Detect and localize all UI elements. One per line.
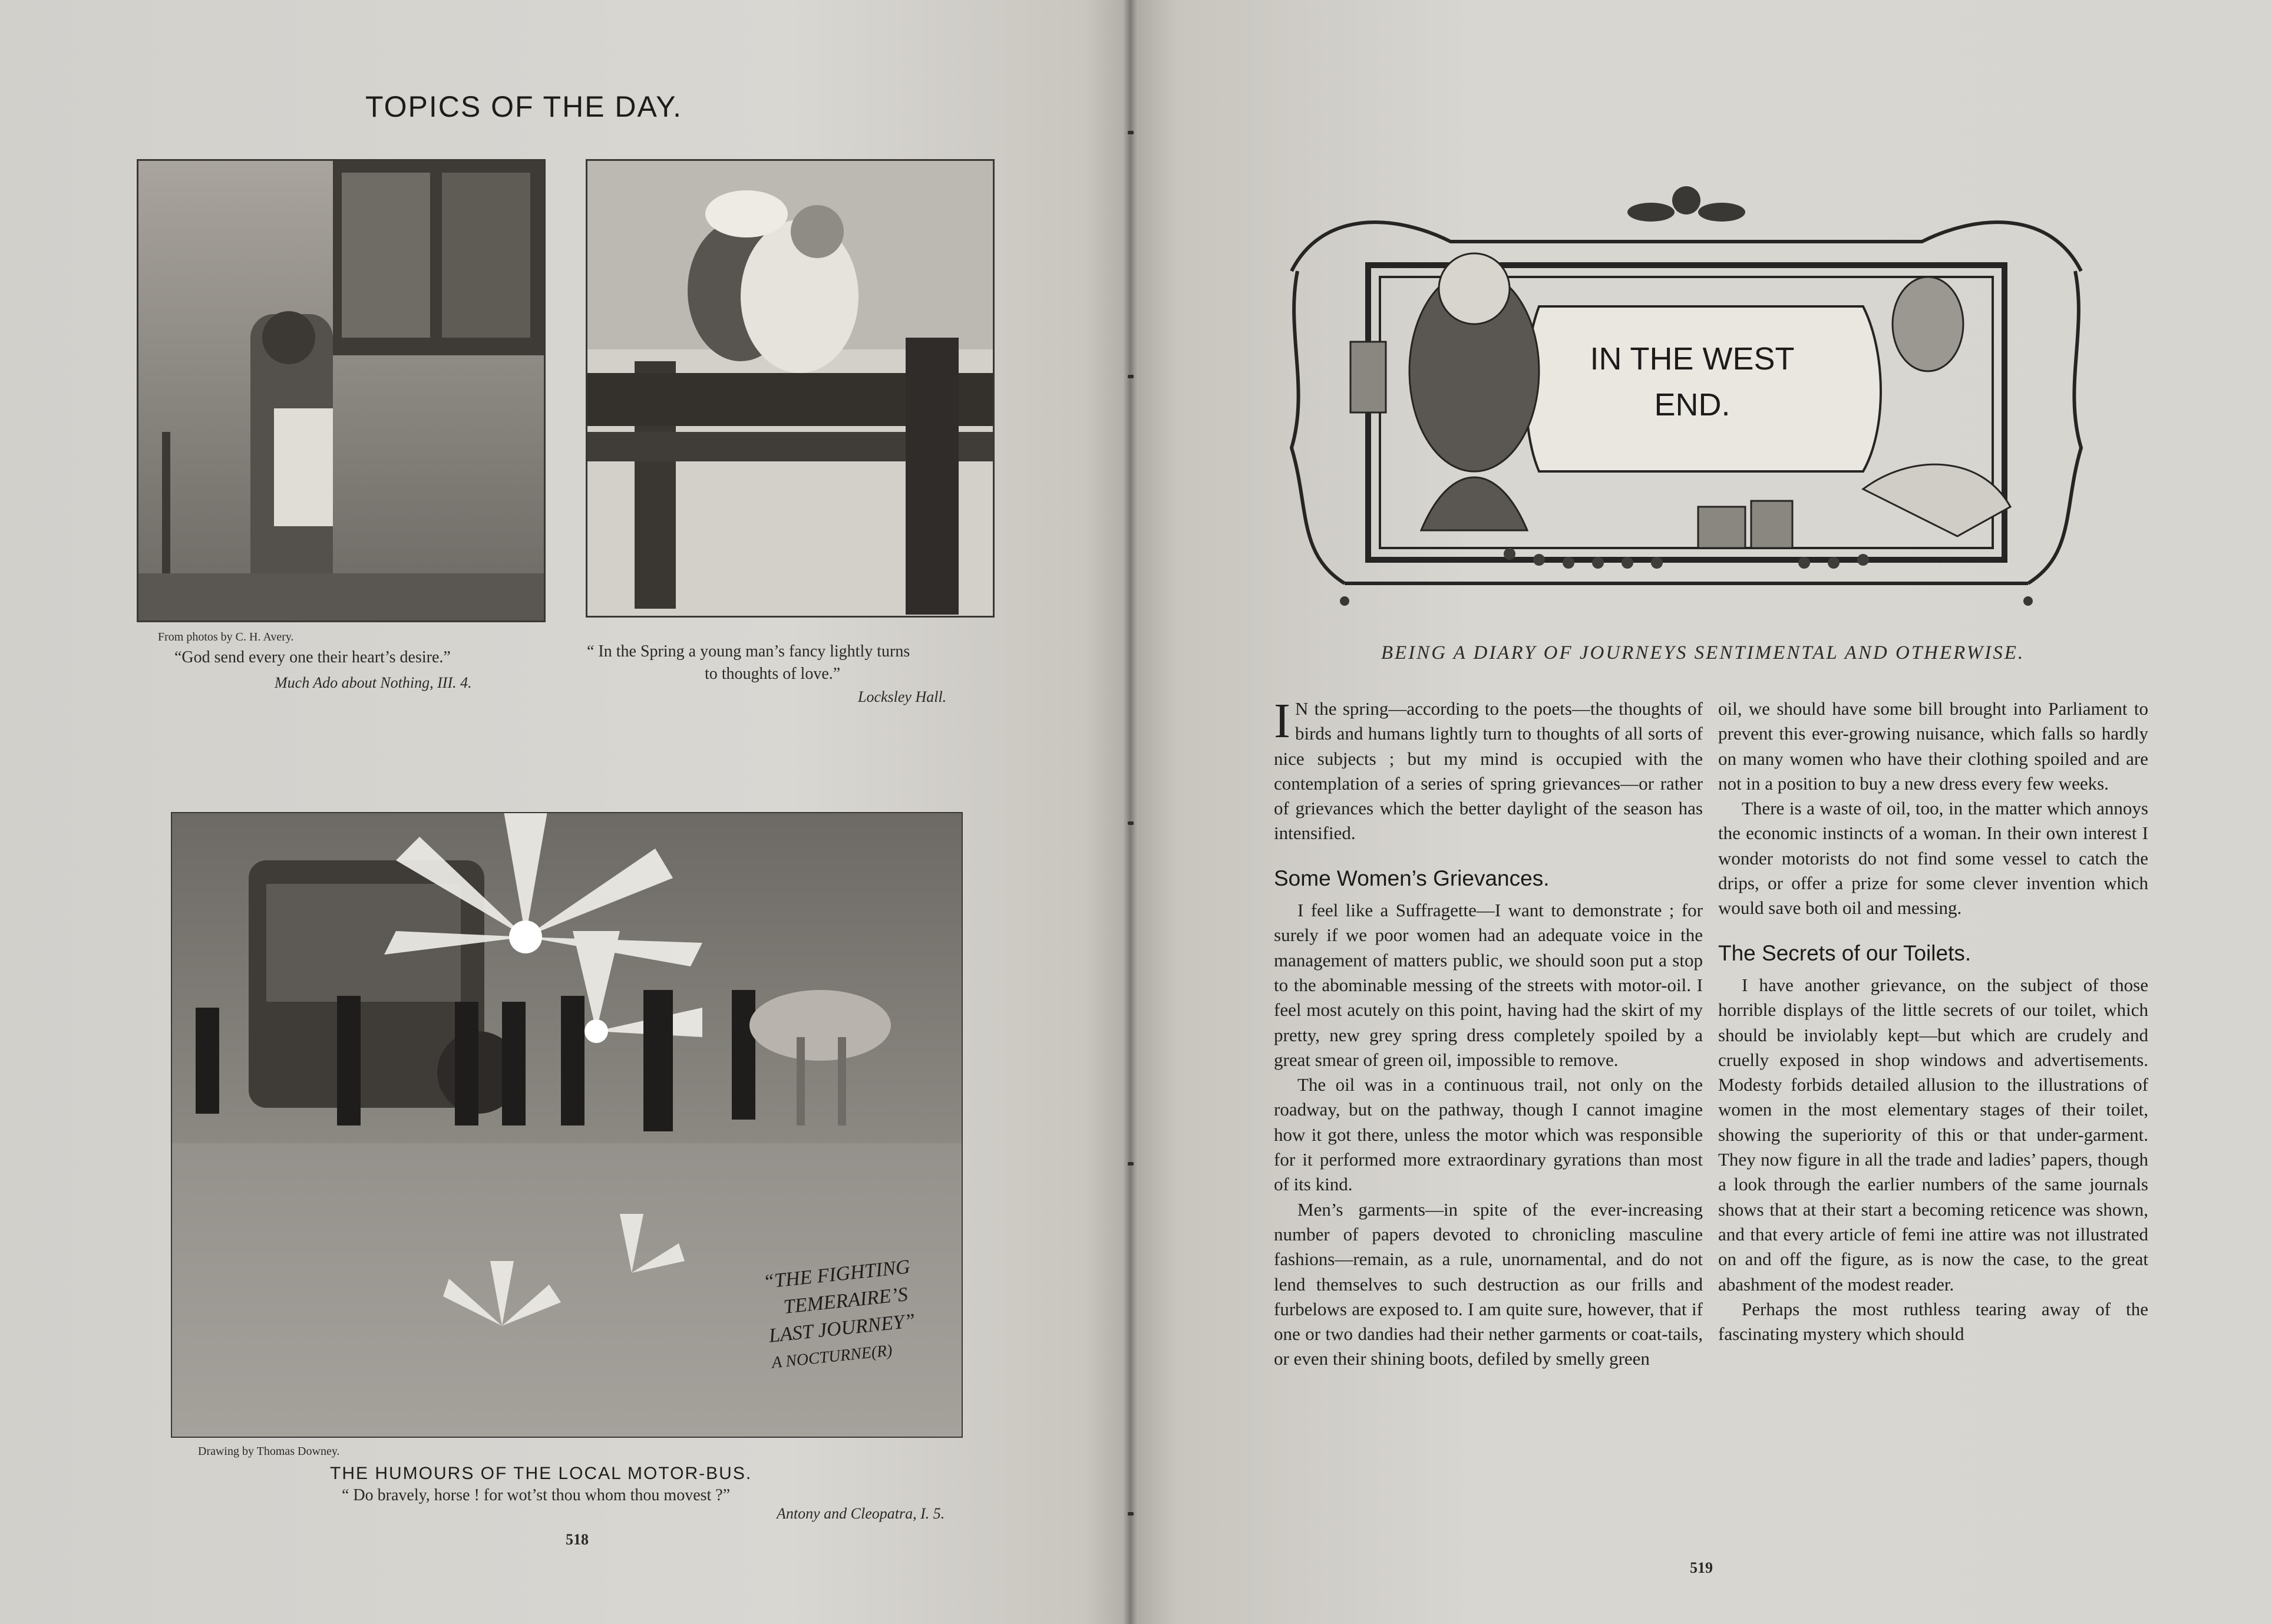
drop-cap: I [1274,694,1290,748]
page-number-left: 518 [566,1531,589,1548]
photo1-quote: “God send every one their heart’s desire.” [174,648,451,666]
inscription-line-4: A NOCTURNE(R) [771,1341,893,1372]
drawing-inscription [762,1253,920,1377]
banner-title-line-2: END. [1654,387,1731,422]
article-subtitle: BEING A DIARY OF JOURNEYS SENTIMENTAL AND OTHERWISE. [1381,642,2025,664]
drawing-motor-bus [171,812,963,1438]
col1-paragraph-3: Men’s garments—in spite of the ever-increasing number of papers devoted to chronicling masculine fashions—remain, as a rule, unornamental, and do not lend themselves to such destruction as our frills and furbelows are exposed to. I am quite sure, however, that if one or two dandies had their nether garments or coat-tails, or even their shining boots, defiled by smelly green [1274,1199,1703,1369]
heading-secrets-of-toilets: The Secrets of our Toilets. [1718,940,1972,965]
spine-stitch-mark [1128,821,1134,825]
intro-text: N the spring—according to the poets—the thoughts of birds and humans lightly turn to thoughts of all sorts of nice subjects ; but my mind is occupied with the contemplation of a series of spring grievances—or rather of grievances which the better daylight of the season has intensified. [1274,698,1703,844]
drawing-quote: “ Do bravely, horse ! for wot’st thou whom thou movest ?” [342,1486,731,1504]
drawing-title: THE HUMOURS OF THE LOCAL MOTOR-BUS. [330,1464,752,1483]
article-column-2 [1718,697,2148,1346]
col1-paragraph-2: The oil was in a continuous trail, not only on the roadway, but on the pathway, though I cannot imagine how it got there, unless the motor which was responsible for it performed more extraordinary gyrations than most of its kind. [1274,1074,1703,1195]
photo1-source: Much Ado about Nothing, III. 4. [275,674,472,691]
inscription-line-3: LAST JOURNEY” [768,1309,917,1347]
banner-title-line-1: IN THE WEST [1590,341,1795,377]
photo2-quote-line1: “ In the Spring a young man’s fancy lightly turns [587,642,910,661]
page-number-right: 519 [1690,1559,1713,1576]
photo-credit: From photos by C. H. Avery. [158,631,294,643]
col2-paragraph-1: oil, we should have some bill brought into Parliament to prevent this ever-growing nuisance, which falls so hardly on many women who have their clothing spoiled and are not in a position to buy a new dress every few weeks. [1718,698,2148,794]
spine-stitch-mark [1128,375,1134,378]
banner-title [1568,336,1816,428]
article-column-1 [1274,694,1703,1372]
col2-paragraph-3: I have another grievance, on the subject of those horrible displays of the little secrets of our toilet, which should be inviolably kept—but which are crudely and cruelly exposed in shop windows and advertisements. Modesty forbids detailed allusion to the illustrations of women in the most elementary stages of their toilet, showing the superiority of this or that under-garment. They now figure in all the trade and ladies’ papers, though a look through the earlier numbers of the same journals shows that at their start a becoming reticence was shown, and that every article of femi ine attire was not illustrated on and off the figure, as is now the case, to the great abashment of the modest reader. [1718,974,2148,1295]
spine-stitch-mark [1128,1162,1134,1166]
right-page [1130,0,2272,1624]
col2-paragraph-4: Perhaps the most ruthless tearing away of the fascinating mystery which should [1718,1298,2148,1345]
photo2-quote-line2: to thoughts of love.” [705,665,841,683]
left-page [0,0,1130,1624]
col2-paragraph-2: There is a waste of oil, too, in the matter which annoys the economic instincts of a woman. In their own interest I wonder motorists do not find some vessel to catch the drips, or offer a prize for some clever invention which would save both oil and messing. [1718,798,2148,919]
inscription-line-2: TEMERAIRE’S [782,1283,909,1318]
col1-paragraph-1: I feel like a Suffragette—I want to demonstrate ; for surely if we poor women had an adequate voice in the management of matters public, we should soon put a stop to the abominable messing of the streets with motor-oil. I feel most acutely on this point, having had the skirt of my pretty, new grey spring dress completely spoiled by a great smear of green oil, impossible to remove. [1274,900,1703,1070]
heading-womens-grievances: Some Women’s Grievances. [1274,866,1550,890]
drawing-credit: Drawing by Thomas Downey. [198,1445,340,1458]
spine-stitch-mark [1128,1512,1134,1516]
photo2-source: Locksley Hall. [858,688,947,705]
running-title: TOPICS OF THE DAY. [365,90,682,123]
ornamental-banner [1274,177,2099,613]
drawing-source: Antony and Cleopatra, I. 5. [777,1505,945,1522]
spine-stitch-mark [1128,131,1134,134]
book-gutter [1123,0,1137,1624]
intro-paragraph [1274,694,1703,846]
inscription-line-1: “THE FIGHTING [762,1256,912,1293]
photo-child-at-window [137,159,546,622]
photo-children-on-fence [586,159,995,618]
